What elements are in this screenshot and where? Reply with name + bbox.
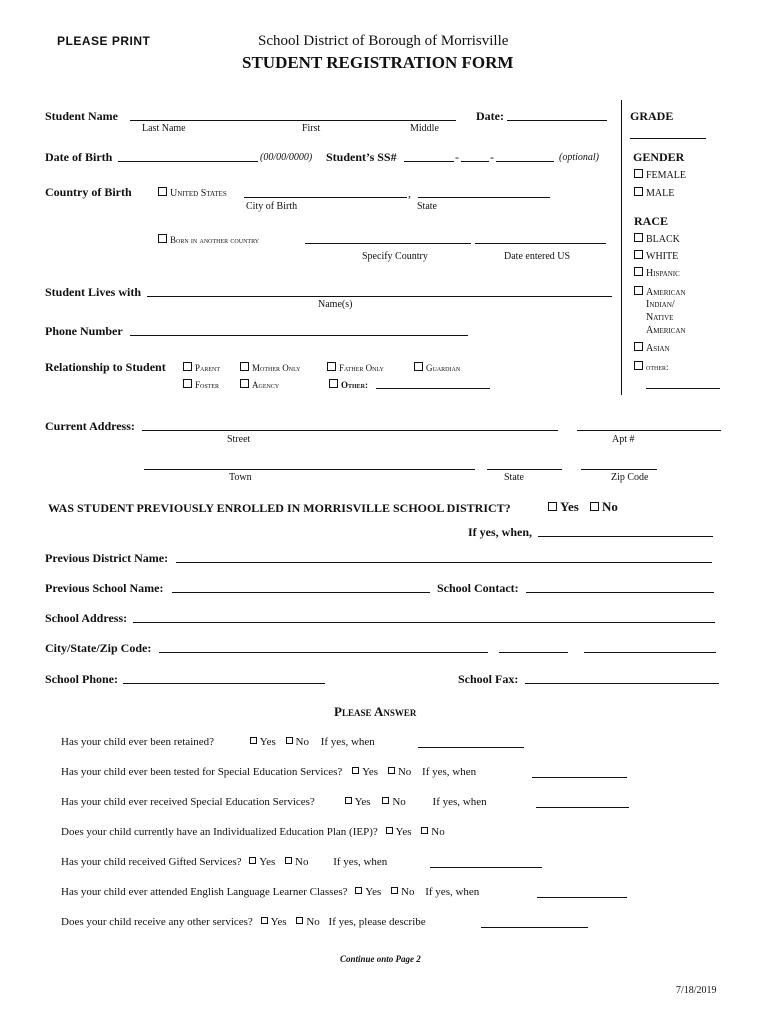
race-hispanic[interactable]: Hispanic xyxy=(634,267,680,279)
q2-no-option[interactable]: No xyxy=(385,766,411,778)
school-address-field[interactable] xyxy=(133,622,715,623)
q2-when-field[interactable] xyxy=(532,777,627,778)
grade-field[interactable] xyxy=(630,138,706,139)
checkbox[interactable] xyxy=(240,362,249,371)
previous-district-label: Previous District Name: xyxy=(45,551,169,565)
date-label: Date: xyxy=(476,109,504,123)
gender-label: GENDER xyxy=(633,150,685,164)
united-states-option[interactable]: United States xyxy=(158,187,227,199)
street-field[interactable] xyxy=(142,430,558,431)
race-american-indian[interactable]: American xyxy=(634,286,686,298)
q1-when-field[interactable] xyxy=(418,747,524,748)
student-name-label: Student Name xyxy=(45,109,119,123)
question-received-sped: Has your child ever received Special Education Services? Yes No If yes, when xyxy=(61,796,487,808)
town-caption: Town xyxy=(229,472,252,483)
relationship-label: Relationship to Student xyxy=(45,360,166,374)
checkbox[interactable] xyxy=(634,361,643,370)
checkbox[interactable] xyxy=(634,267,643,276)
school-state-field[interactable] xyxy=(499,652,568,653)
school-phone-field[interactable] xyxy=(123,683,325,684)
checkbox[interactable] xyxy=(352,767,359,774)
last-name-caption: Last Name xyxy=(142,123,186,134)
q5-no-option[interactable]: No xyxy=(282,856,308,868)
checkbox[interactable] xyxy=(327,362,336,371)
race-native-line: Native xyxy=(646,312,674,323)
relationship-mother-only[interactable]: Mother Only xyxy=(240,362,300,373)
checkbox[interactable] xyxy=(421,827,428,834)
checkbox[interactable] xyxy=(634,286,643,295)
ssn-optional-hint: (optional) xyxy=(559,152,599,163)
city-state-zip-label: City/State/Zip Code: xyxy=(45,641,152,655)
sidebar-divider xyxy=(621,100,622,395)
race-asian[interactable]: Asian xyxy=(634,342,670,354)
checkbox[interactable] xyxy=(158,187,167,196)
school-city-field[interactable] xyxy=(159,652,488,653)
phone-label: Phone Number xyxy=(45,324,123,338)
born-another-country-option[interactable]: Born in another country xyxy=(158,234,259,245)
previously-enrolled-question: WAS STUDENT PREVIOUSLY ENROLLED IN MORRISVILLE SCHOOL DISTRICT? xyxy=(48,501,511,515)
checkbox[interactable] xyxy=(414,362,423,371)
dob-field[interactable] xyxy=(118,161,258,162)
q7-no-option[interactable]: No xyxy=(293,916,319,928)
checkbox[interactable] xyxy=(548,502,557,511)
gender-female[interactable]: FEMALE xyxy=(634,169,686,181)
form-revision-date: 7/18/2019 xyxy=(676,985,717,996)
q5-yes-option[interactable]: Yes xyxy=(246,856,275,868)
checkbox[interactable] xyxy=(634,342,643,351)
state-of-birth-field[interactable] xyxy=(418,197,550,198)
please-answer-heading: Please Answer xyxy=(334,704,417,719)
checkbox[interactable] xyxy=(183,362,192,371)
dob-label: Date of Birth xyxy=(45,150,113,164)
race-indian-line: Indian/ xyxy=(646,299,675,310)
school-zip-field[interactable] xyxy=(584,652,716,653)
apt-caption: Apt # xyxy=(612,434,635,445)
date-field[interactable] xyxy=(507,120,607,121)
checkbox[interactable] xyxy=(634,250,643,259)
checkbox[interactable] xyxy=(261,917,268,924)
q3-yes-option[interactable]: Yes xyxy=(342,796,371,808)
q3-no-option[interactable]: No xyxy=(379,796,405,808)
relationship-agency[interactable]: Agency xyxy=(240,379,279,390)
checkbox[interactable] xyxy=(388,767,395,774)
checkbox[interactable] xyxy=(249,857,256,864)
ssn-dash-1: - xyxy=(455,150,459,164)
ssn-field-3[interactable] xyxy=(496,161,554,162)
ssn-field-1[interactable] xyxy=(404,161,454,162)
q5-when-field[interactable] xyxy=(430,867,542,868)
q3-when-field[interactable] xyxy=(536,807,629,808)
relationship-other-field[interactable] xyxy=(376,388,490,389)
state-of-birth-caption: State xyxy=(417,201,437,212)
first-name-caption: First xyxy=(302,123,321,134)
ssn-label: Student’s SS# xyxy=(326,150,397,164)
race-other[interactable]: other: xyxy=(634,361,669,372)
q7-describe-field[interactable] xyxy=(481,927,588,928)
relationship-guardian[interactable]: Guardian xyxy=(414,362,460,373)
middle-name-caption: Middle xyxy=(410,123,439,134)
q1-no-option[interactable]: No xyxy=(283,736,309,748)
continue-note: Continue onto Page 2 xyxy=(340,954,421,964)
question-gifted: Has your child received Gifted Services? Yes No If yes, when xyxy=(61,856,388,868)
checkbox[interactable] xyxy=(158,234,167,243)
date-entered-us-field[interactable] xyxy=(475,243,606,244)
race-american-line: American xyxy=(646,325,686,336)
previous-school-field[interactable] xyxy=(172,592,430,593)
checkbox[interactable] xyxy=(590,502,599,511)
checkbox[interactable] xyxy=(355,887,362,894)
race-other-field[interactable] xyxy=(646,388,720,389)
checkbox[interactable] xyxy=(329,379,338,388)
previously-enrolled-yes[interactable]: Yes xyxy=(548,499,579,515)
checkbox[interactable] xyxy=(386,827,393,834)
relationship-father-only[interactable]: Father Only xyxy=(327,362,384,373)
street-caption: Street xyxy=(227,434,251,445)
q1-yes-option[interactable]: Yes xyxy=(247,736,276,748)
date-entered-us-caption: Date entered US xyxy=(504,251,571,262)
if-yes-when-label: If yes, when, xyxy=(468,525,533,539)
relationship-foster[interactable]: Foster xyxy=(183,379,219,390)
zip-caption: Zip Code xyxy=(611,472,649,483)
country-of-birth-label: Country of Birth xyxy=(45,185,132,199)
if-yes-when-field[interactable] xyxy=(538,536,713,537)
town-field[interactable] xyxy=(144,469,475,470)
question-ell: Has your child ever attended English Language Learner Classes? Yes No If yes, when xyxy=(61,886,480,898)
school-fax-field[interactable] xyxy=(525,683,719,684)
apt-field[interactable] xyxy=(577,430,721,431)
names-caption: Name(s) xyxy=(318,299,353,310)
comma-separator: , xyxy=(408,186,411,200)
address-state-field[interactable] xyxy=(487,469,562,470)
checkbox[interactable] xyxy=(285,857,292,864)
q6-when-field[interactable] xyxy=(537,897,627,898)
q6-yes-option[interactable]: Yes xyxy=(352,886,381,898)
checkbox[interactable] xyxy=(634,169,643,178)
checkbox[interactable] xyxy=(296,917,303,924)
q4-no-option[interactable]: No xyxy=(418,826,444,838)
question-iep: Does your child currently have an Individualized Education Plan (IEP)? Yes No xyxy=(61,826,445,838)
checkbox[interactable] xyxy=(345,797,352,804)
school-contact-field[interactable] xyxy=(526,592,714,593)
q2-yes-option[interactable]: Yes xyxy=(349,766,378,778)
checkbox[interactable] xyxy=(286,737,293,744)
race-black[interactable]: BLACK xyxy=(634,233,680,245)
previous-district-field[interactable] xyxy=(176,562,712,563)
form-title: STUDENT REGISTRATION FORM xyxy=(242,53,514,72)
question-other-services: Does your child receive any other services? Yes No If yes, please describe xyxy=(61,916,426,928)
previously-enrolled-no[interactable]: No xyxy=(590,499,618,515)
gender-male[interactable]: MALE xyxy=(634,187,674,199)
address-state-caption: State xyxy=(504,472,524,483)
specify-country-field[interactable] xyxy=(305,243,471,244)
school-fax-label: School Fax: xyxy=(458,672,519,686)
city-of-birth-field[interactable] xyxy=(244,197,407,198)
q6-no-option[interactable]: No xyxy=(388,886,414,898)
please-print-label: PLEASE PRINT xyxy=(57,34,151,48)
q7-yes-option[interactable]: Yes xyxy=(258,916,287,928)
district-name: School District of Borough of Morrisville xyxy=(258,33,509,49)
ssn-dash-2: - xyxy=(490,150,494,164)
school-address-label: School Address: xyxy=(45,611,128,625)
race-label: RACE xyxy=(634,214,669,228)
student-name-field[interactable] xyxy=(130,120,456,121)
phone-field[interactable] xyxy=(130,335,468,336)
relationship-other[interactable]: Other: xyxy=(329,379,368,390)
q4-yes-option[interactable]: Yes xyxy=(383,826,412,838)
checkbox[interactable] xyxy=(634,233,643,242)
checkbox[interactable] xyxy=(183,379,192,388)
previous-school-label: Previous School Name: xyxy=(45,581,164,595)
checkbox[interactable] xyxy=(634,187,643,196)
checkbox[interactable] xyxy=(240,379,249,388)
checkbox[interactable] xyxy=(382,797,389,804)
race-white[interactable]: WHITE xyxy=(634,250,678,262)
question-tested-sped: Has your child ever been tested for Special Education Services? Yes No If yes, when xyxy=(61,766,477,778)
lives-with-field[interactable] xyxy=(147,296,612,297)
grade-label: GRADE xyxy=(630,109,674,123)
zip-field[interactable] xyxy=(581,469,657,470)
checkbox[interactable] xyxy=(250,737,257,744)
relationship-parent[interactable]: Parent xyxy=(183,362,220,373)
current-address-label: Current Address: xyxy=(45,419,135,433)
checkbox[interactable] xyxy=(391,887,398,894)
specify-country-caption: Specify Country xyxy=(362,251,428,262)
city-of-birth-caption: City of Birth xyxy=(246,201,298,212)
question-retained: Has your child ever been retained? Yes No If yes, when xyxy=(61,736,375,748)
ssn-field-2[interactable] xyxy=(461,161,489,162)
school-phone-label: School Phone: xyxy=(45,672,119,686)
lives-with-label: Student Lives with xyxy=(45,285,142,299)
dob-format-hint: (00/00/0000) xyxy=(260,152,313,163)
school-contact-label: School Contact: xyxy=(437,581,519,595)
